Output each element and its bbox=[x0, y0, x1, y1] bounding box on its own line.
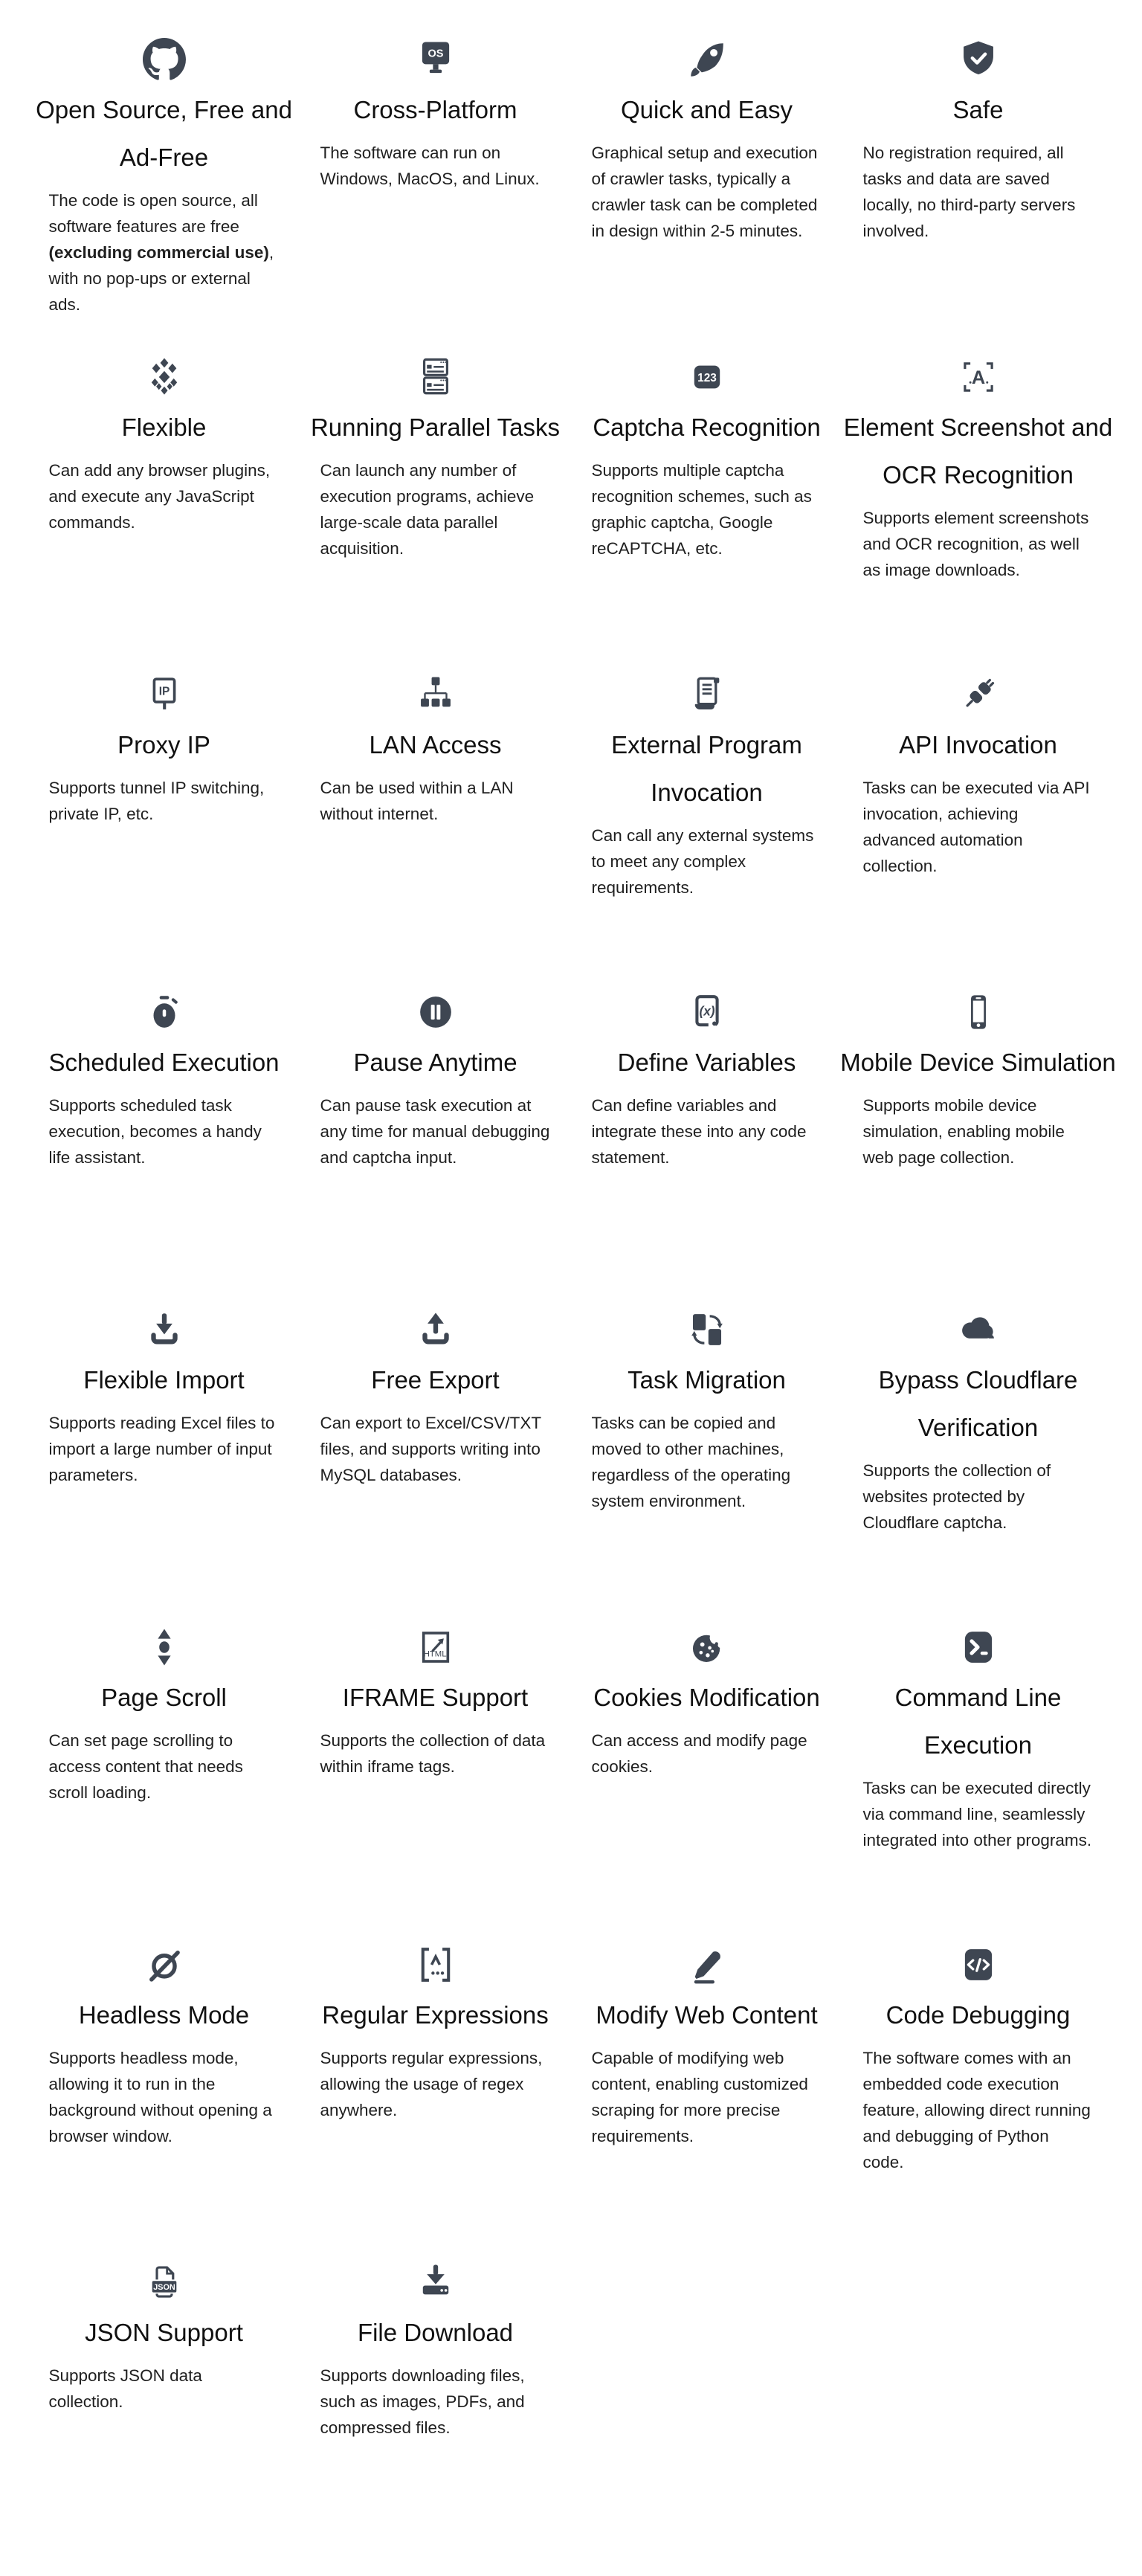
feature-card bbox=[300, 2258, 571, 2576]
feature-card bbox=[300, 1941, 571, 2258]
feature-card bbox=[28, 988, 300, 1306]
feature-description: Supports JSON data collection. bbox=[48, 2366, 202, 2411]
feature-card bbox=[842, 988, 1114, 1306]
feature-card bbox=[28, 2258, 300, 2576]
feature-title bbox=[353, 86, 517, 134]
headless-slash-icon bbox=[143, 1942, 186, 1987]
terminal-icon bbox=[957, 1625, 1000, 1669]
feature-card bbox=[571, 671, 842, 988]
feature-card bbox=[842, 1941, 1114, 2258]
feature-card bbox=[842, 353, 1114, 671]
feature-description: Tasks can be copied and moved to other machines, regardless of the operating system environment. bbox=[591, 1414, 791, 1510]
feature-description: Can be used within a LAN without internet. bbox=[320, 779, 514, 823]
feature-title-line: Headless Mode bbox=[78, 2001, 250, 2029]
feature-card bbox=[28, 671, 300, 988]
feature-title bbox=[596, 1991, 817, 2039]
feature-card bbox=[571, 1306, 842, 1623]
feature-card bbox=[571, 988, 842, 1306]
feature-title bbox=[879, 1356, 1078, 1452]
stopwatch-icon bbox=[143, 990, 186, 1034]
feature-title bbox=[899, 721, 1057, 769]
os-monitor-icon bbox=[414, 37, 457, 82]
feature-title bbox=[618, 1039, 796, 1086]
feature-description: Can define variables and integrate these into any code statement. bbox=[591, 1096, 807, 1167]
feature-title bbox=[117, 721, 210, 769]
feature-title bbox=[83, 1356, 244, 1404]
feature-title-line: Element Screenshot and bbox=[843, 413, 1113, 441]
feature-card bbox=[842, 36, 1114, 353]
feature-title-line: Cookies Modification bbox=[593, 1684, 820, 1711]
feature-title bbox=[895, 1674, 1062, 1769]
feature-card bbox=[842, 1306, 1114, 1623]
feature-title bbox=[36, 86, 292, 181]
variables-icon bbox=[685, 990, 729, 1034]
feature-description: Supports headless mode, allowing it to run in the background without opening a browser window. bbox=[48, 2049, 272, 2145]
feature-card bbox=[28, 36, 300, 353]
feature-title bbox=[886, 1991, 1071, 2039]
feature-card bbox=[842, 671, 1114, 988]
feature-title bbox=[371, 1356, 499, 1404]
feature-title bbox=[353, 1039, 517, 1086]
feature-title bbox=[593, 404, 820, 451]
feature-description: The code is open source, all software features are free (excluding commercial use), with no pop-ups or external ads. bbox=[48, 191, 274, 314]
feature-title bbox=[593, 1674, 819, 1722]
feature-title bbox=[48, 1039, 279, 1086]
feature-title-line: Safe bbox=[952, 96, 1004, 123]
feature-description: Supports scheduled task execution, becomes a handy life assistant. bbox=[48, 1096, 262, 1167]
feature-card bbox=[571, 36, 842, 353]
feature-title-line: Define Variables bbox=[617, 1049, 796, 1076]
feature-card bbox=[28, 1623, 300, 1941]
feature-title-line: Code Debugging bbox=[885, 2001, 1071, 2029]
feature-title-line: Page Scroll bbox=[101, 1684, 227, 1711]
feature-title-line: Running Parallel Tasks bbox=[310, 413, 561, 441]
feature-title bbox=[621, 86, 793, 134]
github-icon bbox=[143, 37, 186, 82]
feature-title-line: Open Source, Free and bbox=[36, 96, 292, 123]
feature-title bbox=[611, 721, 802, 817]
cookie-icon bbox=[685, 1625, 729, 1669]
feature-title-line: Ad-Free bbox=[119, 144, 209, 171]
feature-title-line: Quick and Easy bbox=[620, 96, 793, 123]
feature-description: Can call any external systems to meet any complex requirements. bbox=[591, 826, 814, 897]
feature-description: Supports reading Excel files to import a large number of input parameters. bbox=[48, 1414, 275, 1484]
feature-description: No registration required, all tasks and data are saved locally, no third-party servers involved. bbox=[862, 144, 1076, 240]
feature-card bbox=[28, 1941, 300, 2258]
pause-circle-icon bbox=[414, 990, 457, 1034]
feature-description: Supports element screenshots and OCR recognition, as well as image downloads. bbox=[862, 509, 1089, 579]
feature-description: Capable of modifying web content, enabling customized scraping for more precise requirements. bbox=[591, 2049, 808, 2145]
feature-description: Supports multiple captcha recognition schemes, such as graphic captcha, Google reCAPTCHA, etc. bbox=[591, 461, 812, 558]
feature-title bbox=[840, 1039, 1116, 1086]
feature-title-line: OCR Recognition bbox=[883, 461, 1074, 489]
feature-card bbox=[842, 1623, 1114, 1941]
feature-title-line: Scheduled Execution bbox=[48, 1049, 280, 1076]
feature-description: Supports the collection of data within iframe tags. bbox=[320, 1731, 546, 1776]
feature-description: Can launch any number of execution programs, achieve large-scale data parallel acquisition. bbox=[320, 461, 535, 558]
feature-title-line: Modify Web Content bbox=[596, 2001, 818, 2029]
feature-title bbox=[311, 404, 560, 451]
shield-check-icon bbox=[957, 37, 1000, 82]
feature-description: Can access and modify page cookies. bbox=[591, 1731, 807, 1776]
feature-title bbox=[122, 404, 207, 451]
feature-description: Can pause task execution at any time for manual debugging and captcha input. bbox=[320, 1096, 550, 1167]
feature-title-line: API Invocation bbox=[899, 731, 1057, 759]
feature-description: Can export to Excel/CSV/TXT files, and supports writing into MySQL databases. bbox=[320, 1414, 541, 1484]
feature-card bbox=[300, 1306, 571, 1623]
feature-card bbox=[28, 353, 300, 671]
migrate-swap-icon bbox=[685, 1307, 729, 1352]
feature-title bbox=[953, 86, 1004, 134]
feature-description: Can add any browser plugins, and execute any JavaScript commands. bbox=[48, 461, 271, 532]
feature-title-line: Flexible bbox=[121, 413, 207, 441]
pencil-icon bbox=[685, 1942, 729, 1987]
feature-title-line: Free Export bbox=[371, 1366, 500, 1394]
feature-title-line: External Program bbox=[611, 731, 802, 759]
feature-title-line: IFRAME Support bbox=[342, 1684, 529, 1711]
feature-title bbox=[85, 2309, 243, 2357]
feature-title-line: Task Migration bbox=[628, 1366, 786, 1394]
feature-card bbox=[300, 1623, 571, 1941]
feature-description: Supports tunnel IP switching, private IP, etc. bbox=[48, 779, 265, 823]
captcha-123-icon bbox=[685, 355, 729, 399]
feature-title-line: Regular Expressions bbox=[322, 2001, 549, 2029]
feature-card bbox=[28, 1306, 300, 1623]
feature-description: Supports the collection of websites protected by Cloudflare captcha. bbox=[862, 1461, 1051, 1532]
feature-title-line: Bypass Cloudflare bbox=[878, 1366, 1078, 1394]
feature-card bbox=[571, 1623, 842, 1941]
feature-description: Can set page scrolling to access content that needs scroll loading. bbox=[48, 1731, 243, 1802]
feature-description: Tasks can be executed via API invocation, achieving advanced automation collection. bbox=[862, 779, 1090, 875]
lan-network-icon bbox=[414, 672, 457, 717]
feature-title-line: Mobile Device Simulation bbox=[840, 1049, 1116, 1076]
ocr-scan-icon bbox=[957, 355, 1000, 399]
feature-card bbox=[300, 988, 571, 1306]
feature-card bbox=[571, 1941, 842, 2258]
feature-description: Supports downloading files, such as images, PDFs, and compressed files. bbox=[320, 2366, 525, 2437]
plug-icon bbox=[957, 672, 1000, 717]
file-download-icon bbox=[414, 2260, 457, 2305]
export-upload-icon bbox=[414, 1307, 457, 1352]
feature-description: The software can run on Windows, MacOS, and Linux. bbox=[320, 144, 540, 188]
feature-card bbox=[571, 353, 842, 671]
feature-title-line: Cross-Platform bbox=[353, 96, 517, 123]
feature-description: Graphical setup and execution of crawler tasks, typically a crawler task can be completed in design within 2-5 minutes. bbox=[591, 144, 818, 240]
import-download-icon bbox=[143, 1307, 186, 1352]
feature-card bbox=[300, 353, 571, 671]
feature-title bbox=[343, 1674, 528, 1722]
scroll-script-icon bbox=[685, 672, 729, 717]
feature-description: The software comes with an embedded code execution feature, allowing direct running and debugging of Python code. bbox=[862, 2049, 1091, 2171]
feature-title-line: Flexible Import bbox=[83, 1366, 245, 1394]
feature-title-line: LAN Access bbox=[369, 731, 502, 759]
feature-title bbox=[844, 404, 1112, 499]
feature-title bbox=[358, 2309, 513, 2357]
feature-title-line: Command Line bbox=[894, 1684, 1062, 1711]
feature-description: Supports regular expressions, allowing the usage of regex anywhere. bbox=[320, 2049, 543, 2119]
feature-title-line: Verification bbox=[917, 1414, 1039, 1441]
feature-title-line: Execution bbox=[924, 1731, 1032, 1759]
feature-title bbox=[79, 1991, 249, 2039]
json-file-icon bbox=[143, 2260, 186, 2305]
feature-title-line: File Download bbox=[357, 2319, 514, 2346]
feature-title-line: Proxy IP bbox=[117, 731, 210, 759]
feature-title bbox=[628, 1356, 786, 1404]
feature-title-line: Invocation bbox=[651, 779, 763, 806]
cloudflare-cloud-icon bbox=[957, 1307, 1000, 1352]
feature-description: Tasks can be executed directly via command line, seamlessly integrated into other programs. bbox=[862, 1779, 1092, 1849]
feature-title bbox=[101, 1674, 227, 1722]
feature-title-line: Captcha Recognition bbox=[593, 413, 821, 441]
feature-title-line: JSON Support bbox=[85, 2319, 243, 2346]
smartphone-icon bbox=[957, 990, 1000, 1034]
regex-brackets-icon bbox=[414, 1942, 457, 1987]
plugin-cube-icon bbox=[143, 355, 186, 399]
feature-title bbox=[322, 1991, 548, 2039]
feature-card bbox=[300, 671, 571, 988]
rocket-icon bbox=[685, 37, 729, 82]
page-scroll-icon bbox=[143, 1625, 186, 1669]
code-square-icon bbox=[957, 1942, 1000, 1987]
windows-stack-icon bbox=[414, 355, 457, 399]
feature-title bbox=[370, 721, 502, 769]
ip-sign-icon bbox=[143, 672, 186, 717]
feature-card bbox=[300, 36, 571, 353]
feature-title-line: Pause Anytime bbox=[353, 1049, 517, 1076]
feature-description: Supports mobile device simulation, enabling mobile web page collection. bbox=[862, 1096, 1065, 1167]
iframe-html-icon bbox=[414, 1625, 457, 1669]
